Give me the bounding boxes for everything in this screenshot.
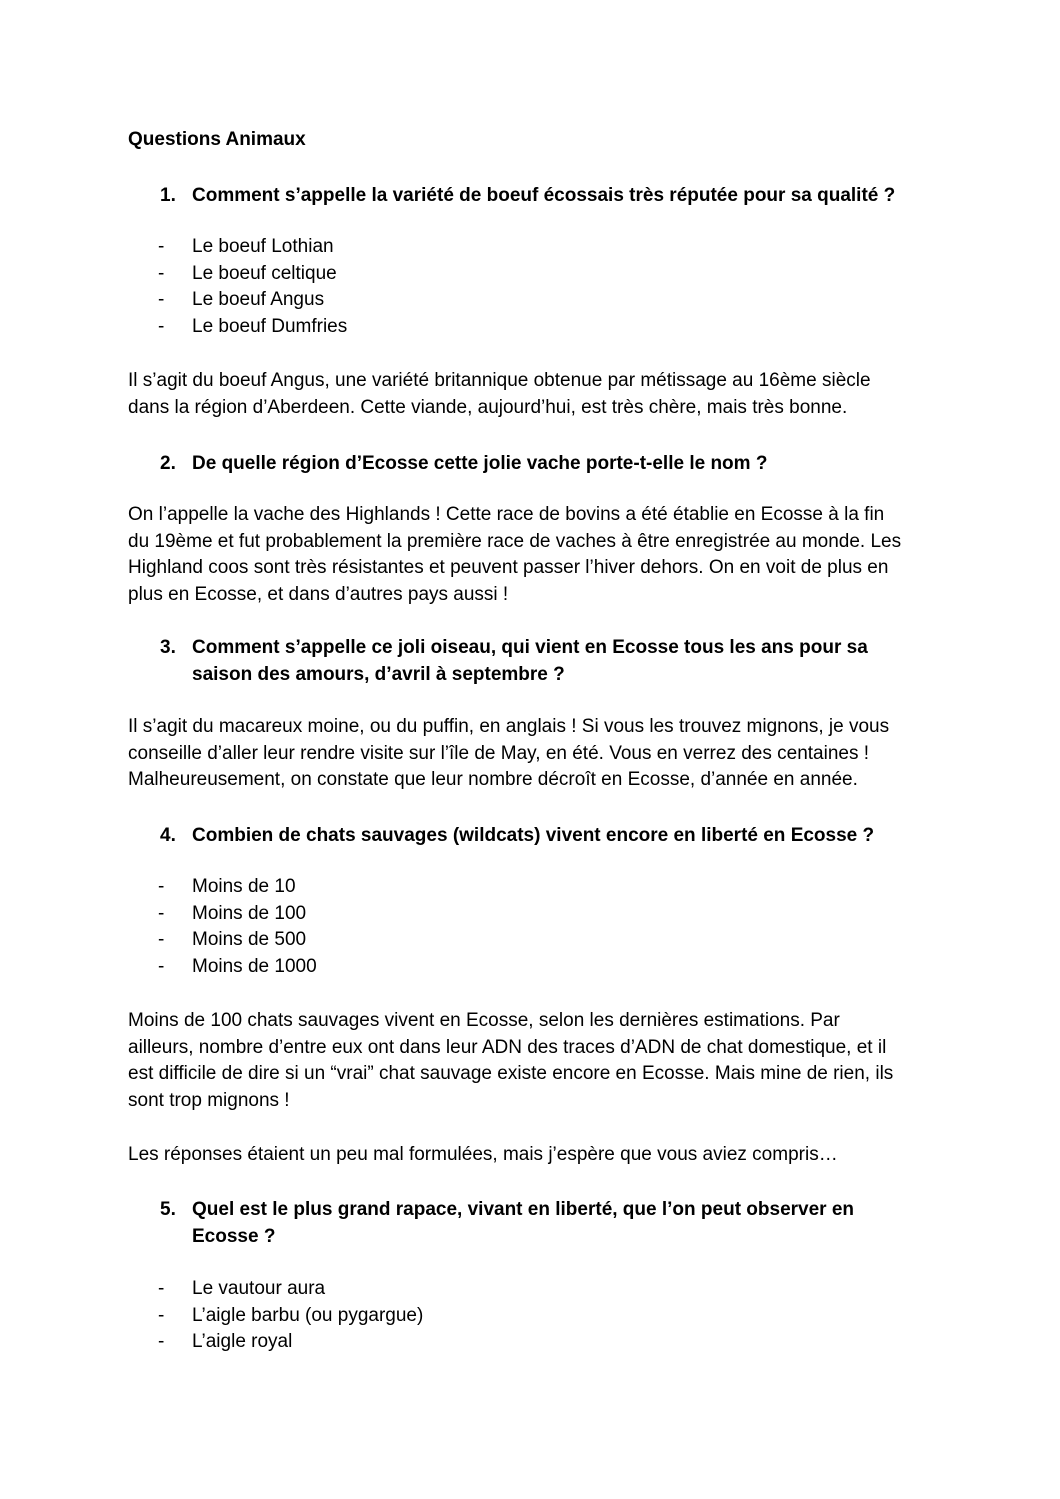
option-text: Moins de 1000 [192,955,317,977]
list-item [158,1303,423,1330]
question-5 [160,1196,920,1250]
question-5-options [158,1276,423,1356]
answer-line: Malheureusement, on constate que leur nombre décroît en Ecosse, d’année en année. [128,769,858,791]
question-number: 5. [160,1199,176,1220]
answer-line: Il s’agit du boeuf Angus, une variété britannique obtenue par métissage au 16ème siècle [128,370,871,391]
option-text: Moins de 500 [192,929,307,951]
question-4-options [158,874,317,980]
option-text: Le boeuf Dumfries [192,315,348,337]
dash-bullet: - [158,1304,165,1326]
question-text: De quelle région d’Ecosse cette jolie vache porte-t-elle le nom ? [192,453,768,474]
dash-bullet: - [158,902,165,924]
dash-bullet: - [158,1331,165,1353]
answer-line: On l’appelle la vache des Highlands ! Cette race de bovins a été établie en Ecosse à la fin [128,504,885,525]
list-item [158,314,347,341]
list-item [158,261,347,288]
answer-3 [128,714,928,794]
answer-line: du 19ème et fut probablement la première race de vaches à être enregistrée au monde. Les [128,530,902,552]
list-item [158,287,347,314]
question-text-line: saison des amours, d’avril à septembre ? [192,664,565,685]
option-text: Moins de 100 [192,902,307,924]
question-1 [160,182,920,209]
question-1-options [158,234,347,340]
answer-line: Highland coos sont très résistantes et peuvent passer l’hiver dehors. On en voit de plus en [128,557,889,579]
option-text: Le boeuf celtique [192,262,337,284]
list-item [158,1276,423,1303]
answer-4-note: Les réponses étaient un peu mal formulées, mais j’espère que vous aviez compris… [128,1144,838,1165]
question-text: Combien de chats sauvages (wildcats) vivent encore en liberté en Ecosse ? [192,825,875,846]
option-text: Moins de 10 [192,876,296,897]
question-text-line: Comment s’appelle ce joli oiseau, qui vient en Ecosse tous les ans pour sa [192,637,868,658]
question-text: Comment s’appelle la variété de boeuf écossais très réputée pour sa qualité ? [192,185,896,206]
document-title: Questions Animaux [128,129,306,150]
answer-4 [128,1008,928,1114]
dash-bullet: - [158,876,165,897]
option-text: L’aigle royal [192,1331,293,1353]
question-text-line: Quel est le plus grand rapace, vivant en liberté, que l’on peut observer en [192,1199,855,1220]
question-number: 4. [160,825,176,846]
dash-bullet: - [158,289,165,311]
option-text: L’aigle barbu (ou pygargue) [192,1304,424,1326]
list-item [158,234,347,261]
question-number: 1. [160,185,176,206]
question-number: 2. [160,453,176,474]
option-text: Le vautour aura [192,1278,326,1299]
dash-bullet: - [158,955,165,977]
question-number: 3. [160,637,176,658]
answer-line: conseille d’aller leur rendre visite sur l’île de May, en été. Vous en verrez des centaines ! [128,742,870,764]
answer-line: sont trop mignons ! [128,1089,290,1111]
list-item [158,901,317,928]
dash-bullet: - [158,929,165,951]
answer-line: ailleurs, nombre d’entre eux ont dans leur ADN des traces d’ADN de chat domestique, et il [128,1036,887,1058]
list-item [158,954,317,981]
question-4 [160,822,920,849]
answer-line: Il s’agit du macareux moine, ou du puffin, en anglais ! Si vous les trouvez mignons, je vous [128,716,890,737]
dash-bullet: - [158,262,165,284]
list-item [158,927,317,954]
answer-line: dans la région d’Aberdeen. Cette viande, aujourd’hui, est très chère, mais très bonne. [128,396,848,418]
question-3 [160,634,920,688]
dash-bullet: - [158,315,165,337]
list-item [158,1329,423,1356]
answer-2 [128,502,928,608]
answer-line: plus en Ecosse, et dans d’autres pays aussi ! [128,583,509,605]
dash-bullet: - [158,236,165,257]
question-text-line: Ecosse ? [192,1226,276,1247]
question-2 [160,450,920,477]
answer-1 [128,368,928,421]
answer-line: est difficile de dire si un “vrai” chat sauvage existe encore en Ecosse. Mais mine de rien, ils [128,1063,894,1085]
option-text: Le boeuf Lothian [192,236,334,257]
answer-line: Moins de 100 chats sauvages vivent en Ecosse, selon les dernières estimations. Par [128,1010,840,1031]
dash-bullet: - [158,1278,165,1299]
option-text: Le boeuf Angus [192,289,325,311]
list-item [158,874,317,901]
